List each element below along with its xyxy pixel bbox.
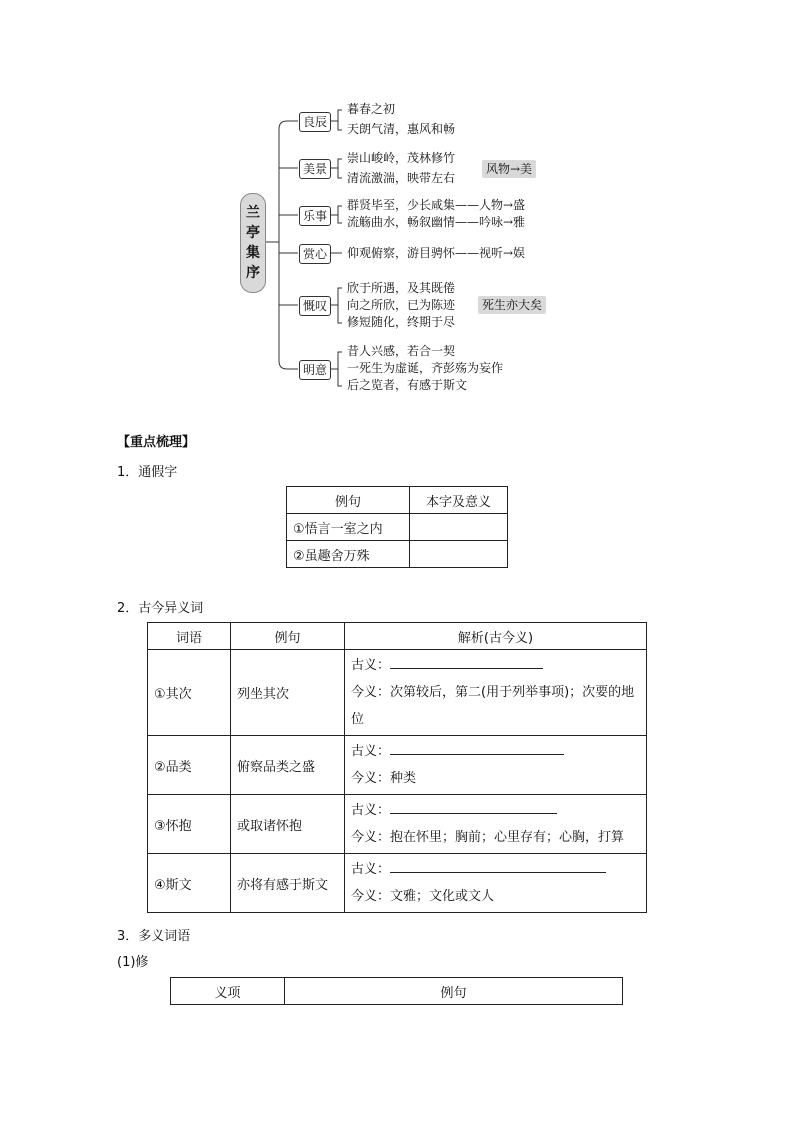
gu-line xyxy=(351,856,640,883)
leaf: 崇山峻岭，茂林修竹 xyxy=(347,151,456,165)
jin-line: 今义：文雅；文化或文人 xyxy=(351,889,495,904)
jin-line: 今义：次第较后，第二(用于列举事项)；次要的地位 xyxy=(351,685,635,727)
word-cell: ④斯文 xyxy=(148,854,231,913)
jin-line: 今义：种类 xyxy=(351,771,417,786)
root-char-2: 亭 xyxy=(246,225,260,241)
gu-line xyxy=(351,797,640,824)
answer-blank xyxy=(390,858,606,873)
table-cell: ②虽趣舍万殊 xyxy=(287,541,410,568)
root-char-4: 序 xyxy=(246,265,260,281)
word-cell: ③怀抱 xyxy=(148,795,231,854)
table-header-row xyxy=(171,978,623,1005)
col-header: 例句 xyxy=(287,487,410,514)
gu-label: 古义： xyxy=(351,862,391,877)
tag-fengwu: 风物→美 xyxy=(482,160,536,178)
leaf: 天朗气清，惠风和畅 xyxy=(347,122,456,136)
col-header: 本字及意义 xyxy=(410,487,508,514)
example-cell: 列坐其次 xyxy=(231,650,345,736)
table-row xyxy=(287,541,508,568)
table-row xyxy=(148,650,647,736)
root-char-1: 兰 xyxy=(246,205,260,221)
table-row xyxy=(148,854,647,913)
col-header: 例句 xyxy=(231,623,345,650)
table-header-row xyxy=(287,487,508,514)
section-title: 【重点梳理】 xyxy=(117,435,196,450)
subheading-xiu: (1)修 xyxy=(117,955,149,970)
leaf: 后之览者，有感于斯文 xyxy=(347,378,468,392)
node-liangchen: 良辰 xyxy=(299,112,331,132)
table-row xyxy=(287,514,508,541)
node-kaitan: 慨叹 xyxy=(299,296,331,316)
gu-line xyxy=(351,738,640,765)
gu-label: 古义： xyxy=(351,744,391,759)
gu-label: 古义： xyxy=(351,658,391,673)
example-cell: 俯察品类之盛 xyxy=(231,736,345,795)
mindmap-root xyxy=(240,193,266,293)
gu-line xyxy=(351,652,640,679)
gu-label: 古义： xyxy=(351,803,391,818)
answer-blank xyxy=(390,654,543,669)
heading-duoyici: 3．多义词语 xyxy=(117,929,191,944)
leaf: 群贤毕至，少长咸集——人物→盛 xyxy=(347,198,526,212)
node-leshi: 乐事 xyxy=(299,206,331,226)
example-cell: 或取诸怀抱 xyxy=(231,795,345,854)
heading-tongjiazi: 1．通假字 xyxy=(117,465,178,480)
leaf: 清流激湍，映带左右 xyxy=(347,171,456,185)
answer-cell xyxy=(410,541,508,568)
answer-blank xyxy=(390,799,557,814)
leaf: 欣于所遇，及其既倦 xyxy=(347,281,456,295)
jin-line: 今义：抱在怀里；胸前；心里存有；心胸，打算 xyxy=(351,830,625,845)
explain-cell xyxy=(345,736,647,795)
table-duoyici xyxy=(170,977,623,1005)
col-header: 义项 xyxy=(171,978,285,1005)
leaf: 一死生为虚诞，齐彭殇为妄作 xyxy=(347,361,504,375)
leaf: 修短随化，终期于尽 xyxy=(347,315,456,329)
table-tongjiazi xyxy=(286,486,508,568)
table-header-row xyxy=(148,623,647,650)
explain-cell xyxy=(345,854,647,913)
node-meijing: 美景 xyxy=(299,159,331,179)
table-row xyxy=(148,736,647,795)
node-shangxin: 赏心 xyxy=(299,244,331,264)
table-cell: ①悟言一室之内 xyxy=(287,514,410,541)
leaf: 暮春之初 xyxy=(347,102,396,116)
leaf: 昔人兴感，若合一契 xyxy=(347,344,456,358)
explain-cell xyxy=(345,650,647,736)
leaf: 流觞曲水，畅叙幽情——吟咏→雅 xyxy=(347,215,526,229)
answer-cell xyxy=(410,514,508,541)
example-cell: 亦将有感于斯文 xyxy=(231,854,345,913)
heading-gujinyiyi: 2．古今异义词 xyxy=(117,601,204,616)
col-header: 词语 xyxy=(148,623,231,650)
leaf: 向之所欣，已为陈迹 xyxy=(347,298,456,312)
answer-blank xyxy=(390,740,564,755)
table-row xyxy=(148,795,647,854)
word-cell: ②品类 xyxy=(148,736,231,795)
root-char-3: 集 xyxy=(246,245,260,261)
col-header: 解析(古今义) xyxy=(345,623,647,650)
table-gujinyiyi xyxy=(147,622,647,913)
tag-sisheng: 死生亦大矣 xyxy=(478,296,546,314)
node-mingyi: 明意 xyxy=(299,360,331,380)
word-cell: ①其次 xyxy=(148,650,231,736)
explain-cell xyxy=(345,795,647,854)
col-header: 例句 xyxy=(285,978,623,1005)
leaf: 仰观俯察，游目骋怀——视听→娱 xyxy=(347,246,526,260)
